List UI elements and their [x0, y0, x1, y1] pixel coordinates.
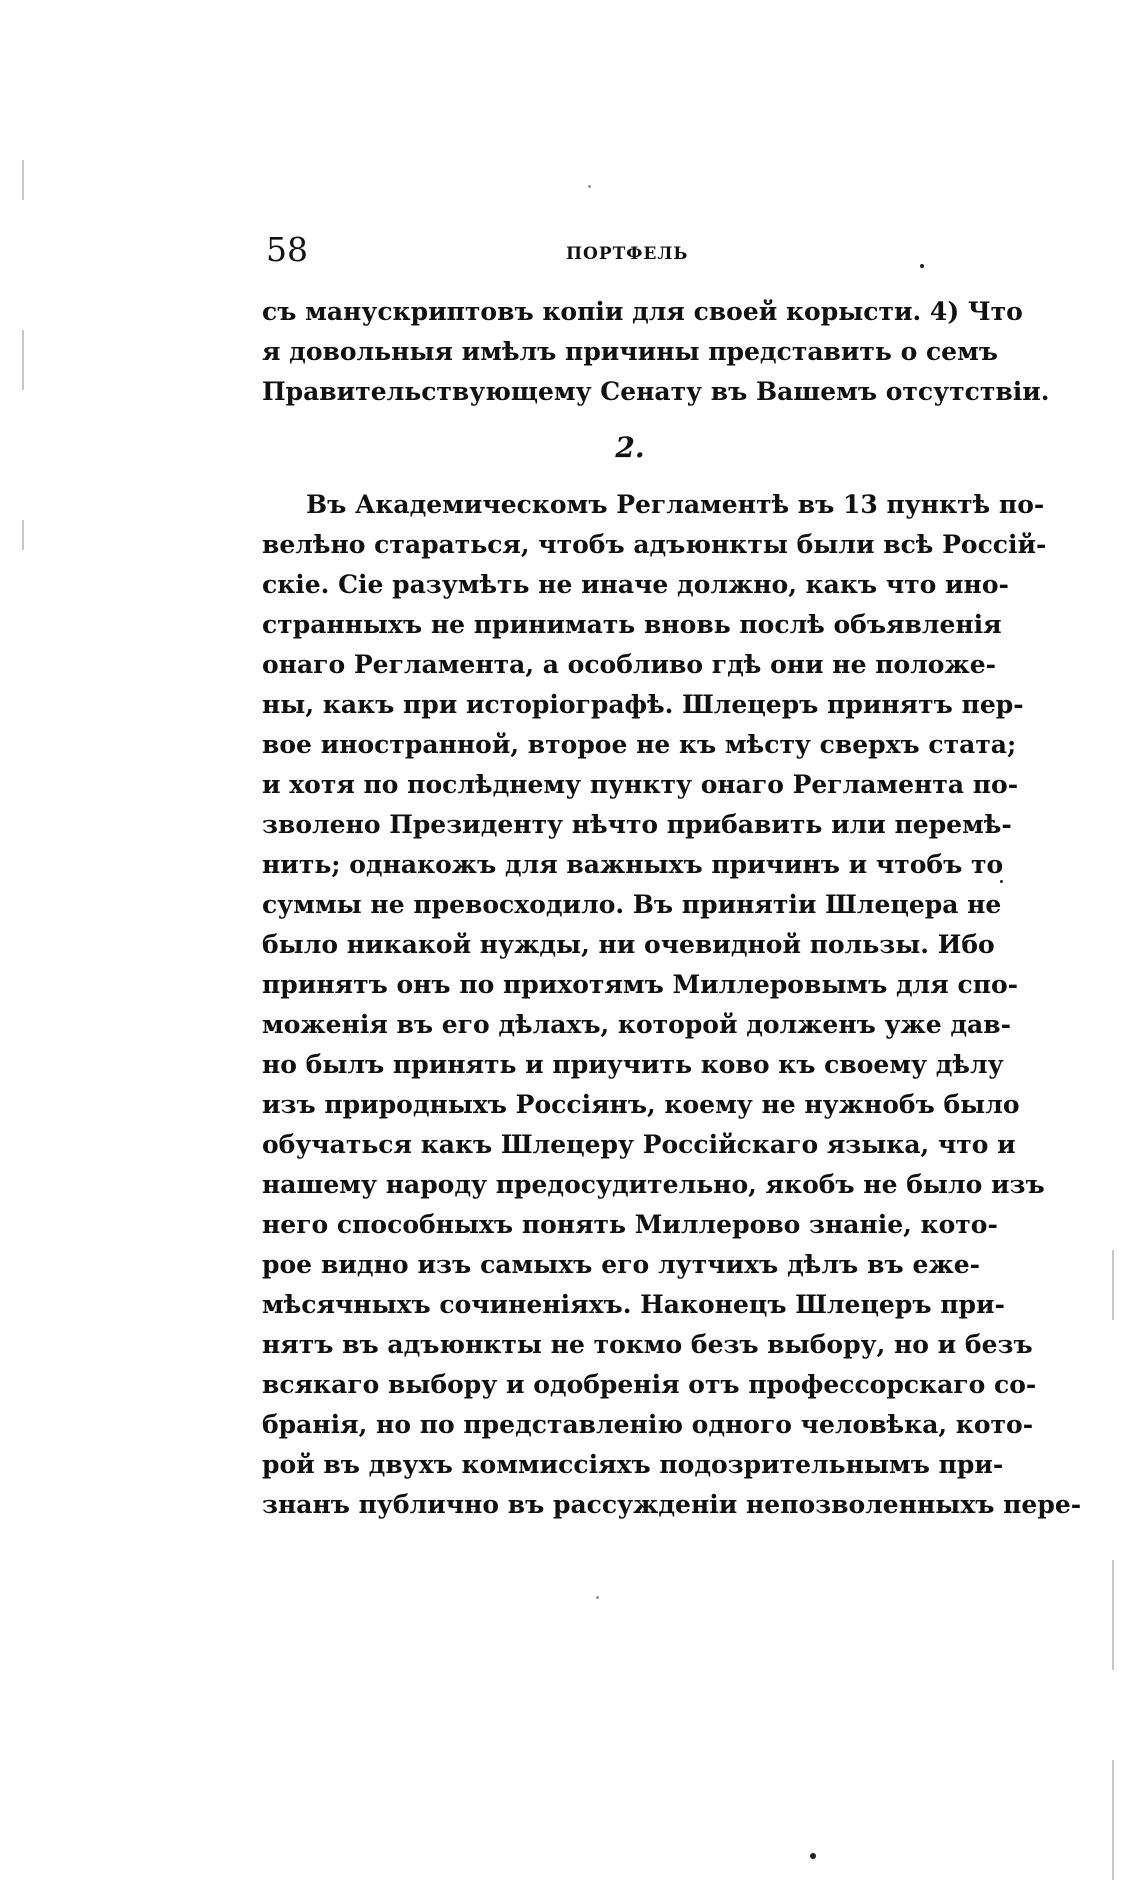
text-line: изъ природныхъ Россіянъ, коему не нужнобъ было	[262, 1090, 1020, 1119]
text-line: моженія въ его дѣлахъ, которой долженъ уже дав-	[262, 1010, 1011, 1039]
text-line: рое видно изъ самыхъ его лутчихъ дѣлъ въ еже-	[262, 1250, 980, 1279]
text-line: вое иностранной, второе не къ мѣсту сверхъ стата;	[262, 730, 1017, 759]
text-line: суммы не превосходило. Въ принятіи Шлецера не	[262, 890, 1002, 919]
running-title: ПОРТФЕЛЬ	[566, 244, 689, 264]
ink-speck	[1000, 880, 1003, 883]
ink-speck	[596, 1596, 599, 1599]
text-line: съ манускриптовъ копіи для своей корысти. 4) Что	[262, 297, 1023, 326]
text-line: велѣно стараться, чтобъ адъюнкты были всѣ Россій-	[262, 530, 1047, 559]
text-line: него способныхъ понять Миллерово знаніе, кото-	[262, 1210, 998, 1239]
text-line: онаго Регламента, а особливо гдѣ они не положе-	[262, 650, 996, 679]
text-line: принятъ онъ по прихотямъ Миллеровымъ для спо-	[262, 970, 1019, 999]
scan-edge-mark	[22, 330, 24, 390]
text-line: бранія, но по представленію одного человѣка, кото-	[262, 1410, 1034, 1439]
top-paragraph	[262, 292, 1050, 412]
text-line: нить; однакожъ для важныхъ причинъ и чтобъ то	[262, 850, 1004, 879]
section-number: 2.	[615, 431, 645, 464]
text-line: знанъ публично въ рассужденіи непозволенныхъ пере-	[262, 1490, 1082, 1519]
page-number: 58	[266, 230, 308, 269]
text-line: нашему народу предосудительно, якобъ не было изъ	[262, 1170, 1045, 1199]
text-line: рой въ двухъ коммиссіяхъ подозрительнымъ при-	[262, 1450, 1004, 1479]
text-line: мѣсячныхъ сочиненіяхъ. Наконецъ Шлецеръ при-	[262, 1290, 1005, 1319]
text-line: скіе. Сіе разумѣть не иначе должно, какъ что ино-	[262, 570, 1009, 599]
scan-edge-mark	[1112, 1250, 1114, 1320]
text-line: ны, какъ при исторіографѣ. Шлецеръ принятъ пер-	[262, 690, 1024, 719]
text-line: нятъ въ адъюнкты не токмо безъ выбору, но и безъ	[262, 1330, 1033, 1359]
scan-edge-mark	[1112, 1560, 1114, 1670]
scan-edge-mark	[1112, 1760, 1114, 1880]
text-line: Въ Академическомъ Регламентѣ въ 13 пунктѣ по-	[306, 490, 1045, 519]
main-paragraph	[262, 485, 1082, 1525]
text-line: но былъ принять и приучить ково къ своему дѣлу	[262, 1050, 1004, 1079]
scan-edge-mark	[22, 520, 24, 550]
text-line: обучаться какъ Шлецеру Россійскаго языка, что и	[262, 1130, 1016, 1159]
text-line: зволено Президенту нѣчто прибавить или перемѣ-	[262, 810, 1012, 839]
ink-speck	[588, 185, 591, 188]
text-line: и хотя по послѣднему пункту онаго Регламента по-	[262, 770, 1019, 799]
scan-edge-mark	[22, 160, 24, 200]
text-line: всякаго выбору и одобренія отъ профессорскаго со-	[262, 1370, 1037, 1399]
text-line: Правительствующему Сенату въ Вашемъ отсутствіи.	[262, 377, 1050, 406]
text-line: было никакой нужды, ни очевидной пользы. Ибо	[262, 930, 995, 959]
ink-speck	[810, 1853, 816, 1859]
text-line: странныхъ не принимать вновь послѣ объявленія	[262, 610, 1002, 639]
page-header	[266, 228, 966, 278]
text-line: я довольныя имѣлъ причины представить о семъ	[262, 337, 998, 366]
